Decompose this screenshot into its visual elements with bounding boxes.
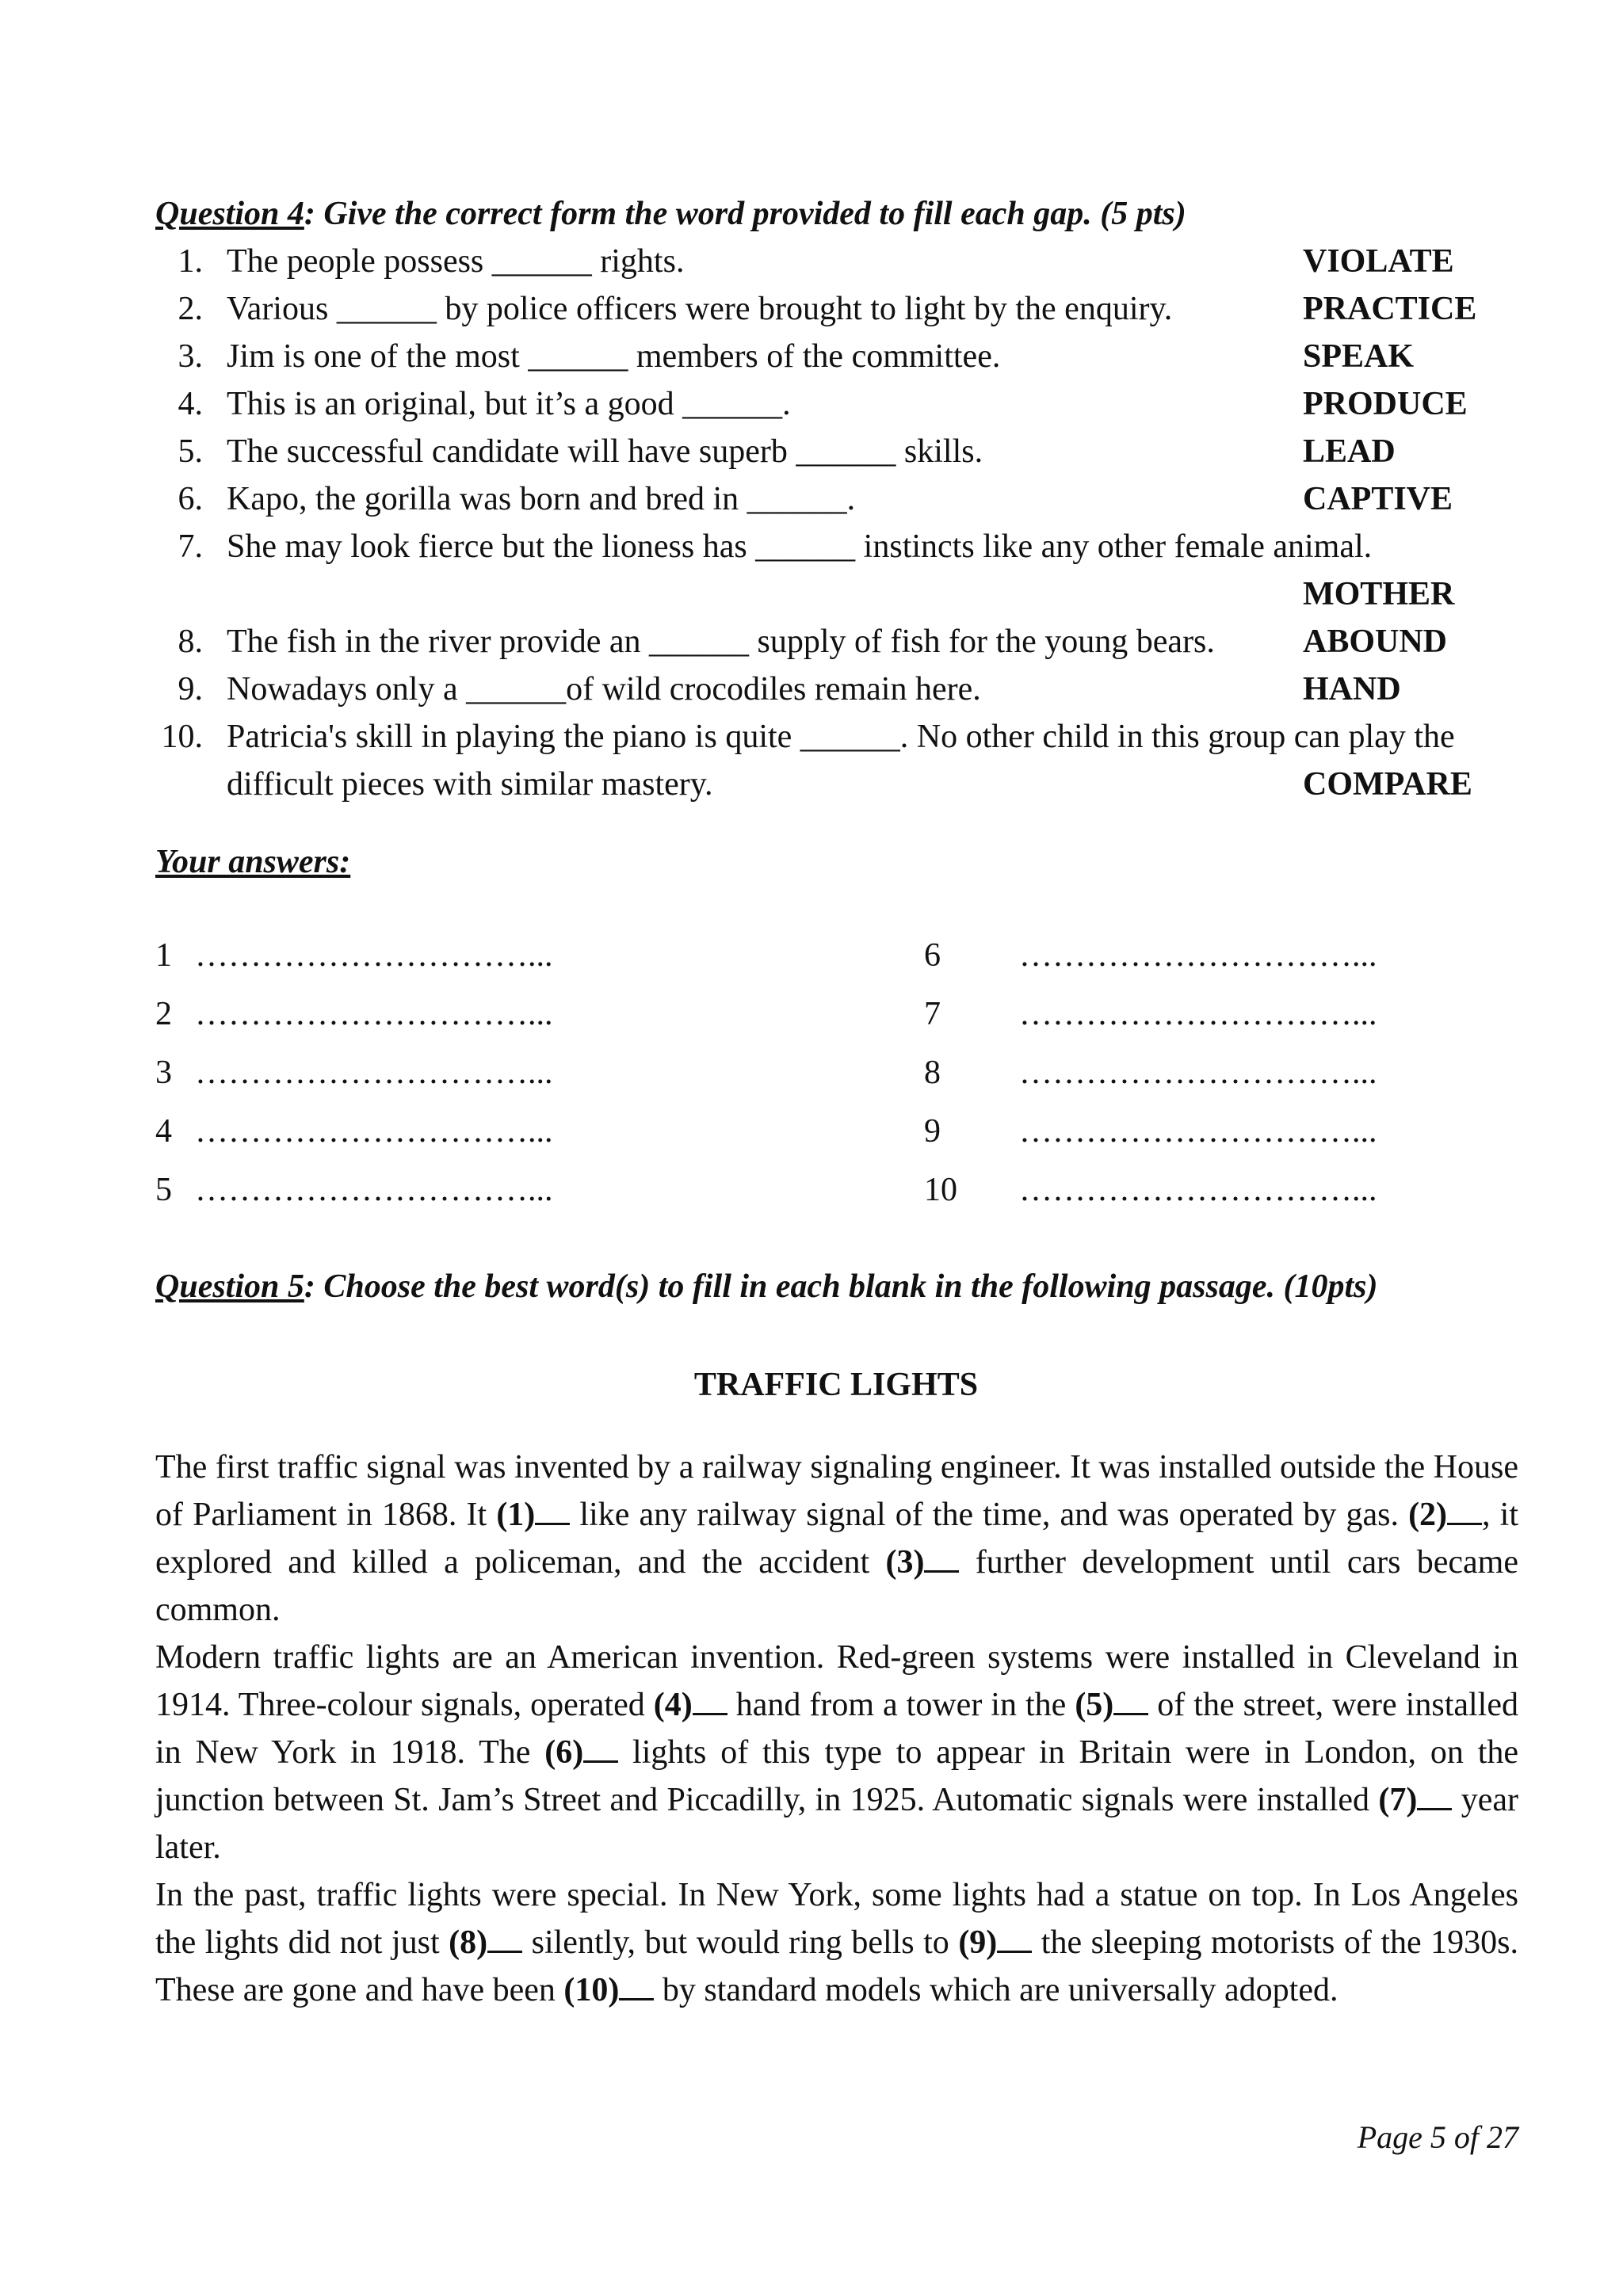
answer-dots: …………………………... (195, 1055, 553, 1091)
question-5-heading (155, 1263, 1377, 1310)
blank-3 (924, 1539, 959, 1573)
blank-4 (693, 1681, 727, 1715)
blank-7-label: (7) (1378, 1782, 1418, 1818)
answer-dots: …………………………... (195, 1172, 553, 1208)
item-word: SPEAK (1303, 338, 1415, 375)
answer-number: 10 (924, 1172, 957, 1208)
item-word: PRODUCE (1303, 386, 1468, 422)
item-number: 6. (178, 481, 203, 517)
answer-line[interactable] (155, 1108, 710, 1155)
item-word: VIOLATE (1303, 243, 1454, 280)
answer-number: 7 (924, 996, 941, 1032)
item-sentence: Nowadays only a ______of wild crocodiles remain here. (227, 671, 981, 707)
item-sentence: This is an original, but it’s a good ______. (227, 386, 791, 422)
blank-10-label: (10) (563, 1972, 620, 2008)
answer-dots: …………………………... (1019, 1113, 1377, 1150)
item-number: 2. (178, 291, 203, 327)
answer-number: 6 (924, 937, 941, 974)
question-4-item (155, 713, 1518, 761)
answer-dots: …………………………... (195, 996, 553, 1032)
answer-line[interactable] (155, 932, 710, 979)
passage-paragraph-1 (155, 1444, 1518, 1634)
question-4-item (155, 618, 1518, 666)
blank-6-label: (6) (544, 1734, 584, 1771)
p2-text-3: of the street, were installed in New York in 1918. The (155, 1687, 1518, 1771)
question-4-instruction: : Give the correct form the word provided to fill each gap. (5 pts) (304, 196, 1186, 232)
blank-5 (1113, 1681, 1148, 1715)
p3-text-3: the sleeping motorists of the 1930s. These are gone and have been (155, 1924, 1518, 2008)
item-number: 9. (178, 671, 203, 707)
item-word: CAPTIVE (1303, 481, 1453, 517)
item-number: 3. (178, 338, 203, 375)
item-sentence: Various ______ by police officers were brought to light by the enquiry. (227, 291, 1173, 327)
question-4-item (155, 428, 1518, 475)
answer-dots: …………………………... (1019, 996, 1377, 1032)
item-number: 5. (178, 433, 203, 470)
question-4-item (155, 285, 1518, 333)
answer-line[interactable] (924, 990, 1479, 1038)
p1-text-1: The first traffic signal was invented by a railway signaling engineer. It was installed outside the House of Parliament in 1868. It (155, 1449, 1518, 1533)
answer-line[interactable] (155, 990, 710, 1038)
question-4-item (155, 333, 1518, 380)
p1-text-2: like any railway signal of the time, and was operated by gas. (570, 1497, 1409, 1533)
question-4-item (155, 238, 1518, 285)
answer-line[interactable] (924, 1049, 1479, 1097)
answer-number: 5 (155, 1172, 172, 1208)
item-number: 10. (161, 719, 203, 755)
blank-8 (487, 1919, 522, 1953)
item-number: 1. (178, 243, 203, 280)
blank-10 (619, 1966, 654, 2000)
answer-dots: …………………………... (1019, 1172, 1377, 1208)
blank-9 (997, 1919, 1032, 1953)
blank-2-label: (2) (1408, 1497, 1448, 1533)
p3-text-2: silently, but would ring bells to (522, 1924, 959, 1961)
item-number: 4. (178, 386, 203, 422)
blank-4-label: (4) (653, 1687, 693, 1723)
passage-paragraph-2 (155, 1634, 1518, 1871)
blank-7 (1417, 1776, 1452, 1810)
answer-number: 1 (155, 937, 172, 974)
item-word: LEAD (1303, 433, 1396, 470)
answer-number: 2 (155, 996, 172, 1032)
question-4-heading (155, 190, 1186, 238)
question-5-label: Question 5 (155, 1268, 304, 1305)
page-number: Page 5 of 27 (1357, 2119, 1518, 2155)
item-10-word: COMPARE (1303, 766, 1472, 803)
item-7-word: MOTHER (1303, 576, 1455, 612)
item-10-sentence-cont: difficult pieces with similar mastery. (227, 766, 713, 803)
item-word: PRACTICE (1303, 291, 1477, 327)
item-sentence: Kapo, the gorilla was born and bred in ______. (227, 481, 856, 517)
item-sentence: The people possess ______ rights. (227, 243, 685, 280)
p2-text-5: year later. (155, 1782, 1518, 1866)
passage-paragraph-3 (155, 1871, 1518, 2014)
answer-number: 4 (155, 1113, 172, 1150)
item-sentence: Jim is one of the most ______ members of the committee. (227, 338, 1001, 375)
question-4-label: Question 4 (155, 196, 304, 232)
p2-text-4: lights of this type to appear in Britain were in London, on the junction between St. Jam’s Street and Piccadilly, in 1925. Automatic signals were installed (155, 1734, 1519, 1818)
answer-dots: …………………………... (1019, 937, 1377, 974)
blank-1-label: (1) (496, 1497, 536, 1533)
p2-text-2: hand from a tower in the (727, 1687, 1075, 1723)
item-word: HAND (1303, 671, 1401, 707)
answer-number: 9 (924, 1113, 941, 1150)
question-4-item (155, 523, 1518, 570)
item-sentence: She may look fierce but the lioness has ______ instincts like any other female animal. (227, 528, 1373, 565)
p1-text-4: further development until cars became common. (155, 1544, 1518, 1628)
answer-line[interactable] (155, 1049, 710, 1097)
answer-line[interactable] (155, 1166, 710, 1214)
item-number: 8. (178, 624, 203, 660)
blank-5-label: (5) (1075, 1687, 1114, 1723)
passage (155, 1444, 1518, 2014)
item-sentence: The successful candidate will have superb ______ skills. (227, 433, 983, 470)
item-sentence: Patricia's skill in playing the piano is quite ______. No other child in this group can play the (227, 719, 1455, 755)
answers-title: Your answers: (155, 844, 351, 880)
blank-1 (535, 1491, 570, 1525)
passage-title: TRAFFIC LIGHTS (693, 1367, 979, 1403)
blank-6 (583, 1729, 618, 1763)
answer-line[interactable] (924, 1166, 1479, 1214)
answer-line[interactable] (924, 932, 1479, 979)
p1-text-3: , it explored and killed a policeman, and the accident (155, 1497, 1518, 1581)
blank-9-label: (9) (958, 1924, 998, 1961)
question-4-item (155, 380, 1518, 428)
answer-number: 3 (155, 1055, 172, 1091)
question-4-item (155, 666, 1518, 713)
item-10-continuation (155, 761, 1518, 808)
blank-8-label: (8) (449, 1924, 488, 1961)
blank-3-label: (3) (885, 1544, 925, 1581)
answer-number: 8 (924, 1055, 941, 1091)
p3-text-4: by standard models which are universally adopted. (654, 1972, 1338, 2008)
item-word: ABOUND (1303, 624, 1448, 660)
item-number: 7. (178, 528, 203, 565)
blank-2 (1447, 1491, 1482, 1525)
answer-dots: …………………………... (1019, 1055, 1377, 1091)
answer-line[interactable] (924, 1108, 1479, 1155)
answer-dots: …………………………... (195, 1113, 553, 1150)
item-sentence: The fish in the river provide an ______ supply of fish for the young bears. (227, 624, 1215, 660)
question-4-item (155, 475, 1518, 523)
p2-text-1: Modern traffic lights are an American invention. Red-green systems were installed in Cleveland in 1914. Three-colour signals, operated (155, 1639, 1518, 1723)
answer-dots: …………………………... (195, 937, 553, 974)
question-5-instruction: : Choose the best word(s) to fill in each blank in the following passage. (10pts) (304, 1268, 1378, 1305)
p3-text-1: In the past, traffic lights were special. In New York, some lights had a statue on top. In Los Angeles the lights did not just (155, 1877, 1518, 1961)
